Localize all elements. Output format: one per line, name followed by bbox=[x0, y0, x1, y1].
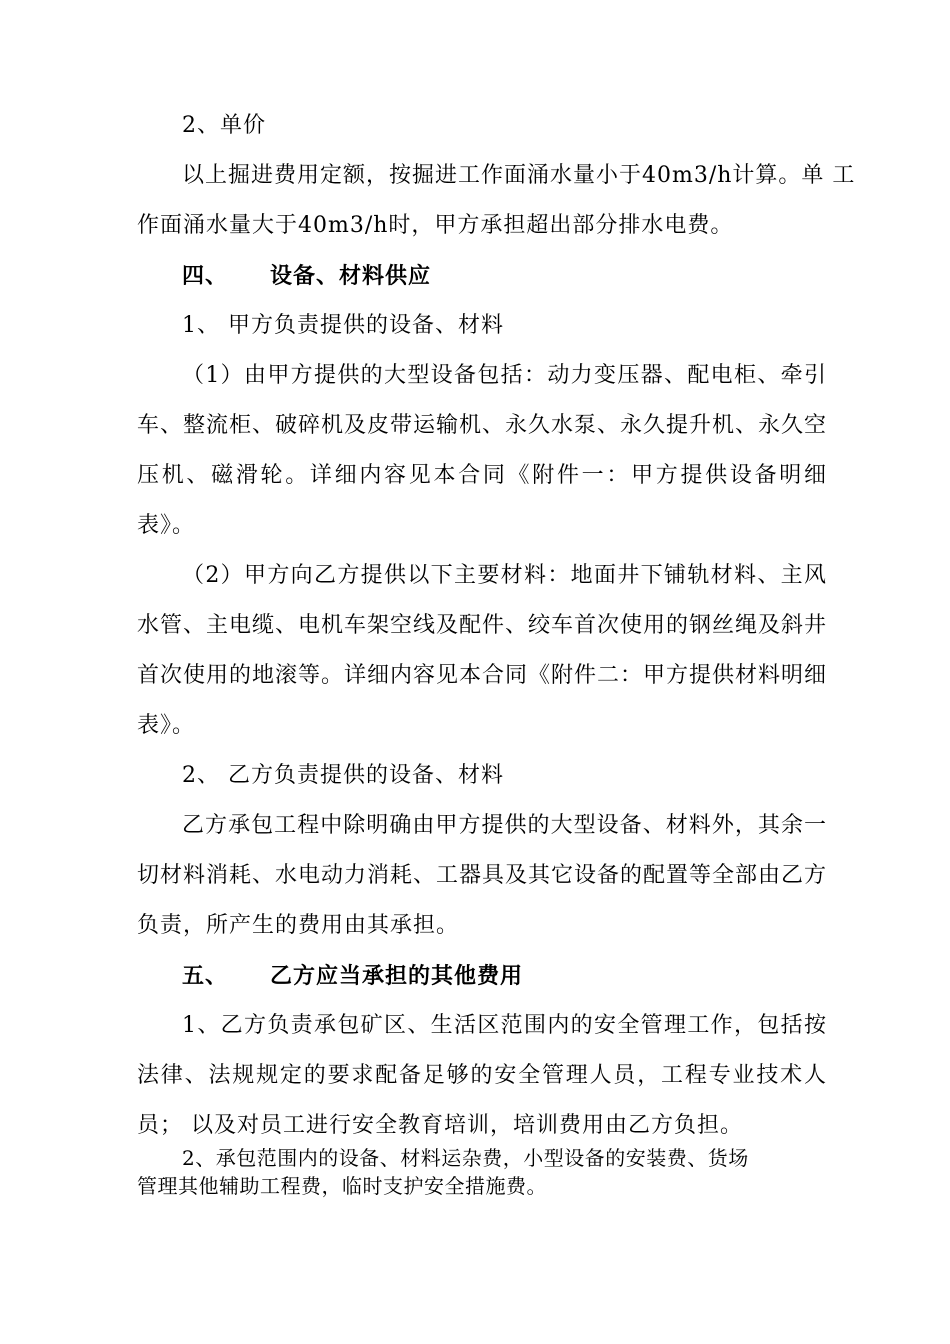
section-heading-5 bbox=[182, 961, 523, 991]
section-title: 乙方应当承担的其他费用 bbox=[270, 963, 524, 989]
paragraph-line: 1、乙方负责承包矿区、生活区范围内的安全管理工作，包括按 bbox=[182, 1013, 827, 1038]
paragraph-line: （1）由甲方提供的大型设备包括：动力变压器、配电柜、牵引 bbox=[182, 363, 827, 388]
paragraph-line: 表》。 bbox=[137, 513, 196, 538]
paragraph-line: 车、整流柜、破碎机及皮带运输机、永久水泵、永久提升机、永久空 bbox=[137, 413, 828, 438]
paragraph-line: 负责，所产生的费用由其承担。 bbox=[137, 913, 460, 938]
paragraph-line: 法律、法规规定的要求配备足够的安全管理人员，工程专业技术人 bbox=[137, 1063, 827, 1088]
section-number: 五、 bbox=[182, 963, 229, 989]
paragraph-line: （2）甲方向乙方提供以下主要材料：地面井下铺轨材料、主风 bbox=[182, 563, 827, 588]
paragraph-heading-unit-price: 2、单价 bbox=[182, 113, 266, 138]
paragraph-line: 压机、磁滑轮。详细内容见本合同《附件一：甲方提供设备明细 bbox=[137, 463, 827, 488]
paragraph-line: 2、承包范围内的设备、材料运杂费，小型设备的安装费、货场 bbox=[182, 1146, 749, 1170]
subsection-heading: 1、 甲方负责提供的设备、材料 bbox=[182, 313, 504, 338]
paragraph-line: 乙方承包工程中除明确由甲方提供的大型设备、材料外，其余一 bbox=[182, 813, 827, 838]
paragraph-line: 以上掘进费用定额，按掘进工作面涌水量小于40m3/h计算。单 工 bbox=[182, 163, 856, 188]
paragraph-line: 首次使用的地滚等。详细内容见本合同《附件二：甲方提供材料明细 bbox=[137, 663, 828, 688]
paragraph-line: 员； 以及对员工进行安全教育培训，培训费用由乙方负担。 bbox=[137, 1113, 743, 1138]
paragraph-line: 管理其他辅助工程费，临时支护安全措施费。 bbox=[137, 1174, 547, 1198]
paragraph-line: 表》。 bbox=[137, 713, 196, 738]
section-number: 四、 bbox=[182, 263, 229, 289]
paragraph-line: 切材料消耗、水电动力消耗、工器具及其它设备的配置等全部由乙方 bbox=[137, 863, 828, 888]
section-title: 设备、材料供应 bbox=[270, 263, 432, 289]
paragraph-line: 水管、主电缆、电机车架空线及配件、绞车首次使用的钢丝绳及斜井 bbox=[137, 613, 828, 638]
section-heading-4 bbox=[182, 261, 431, 291]
paragraph-line: 作面涌水量大于40m3/h时，甲方承担超出部分排水电费。 bbox=[137, 213, 734, 238]
subsection-heading: 2、 乙方负责提供的设备、材料 bbox=[182, 763, 504, 788]
